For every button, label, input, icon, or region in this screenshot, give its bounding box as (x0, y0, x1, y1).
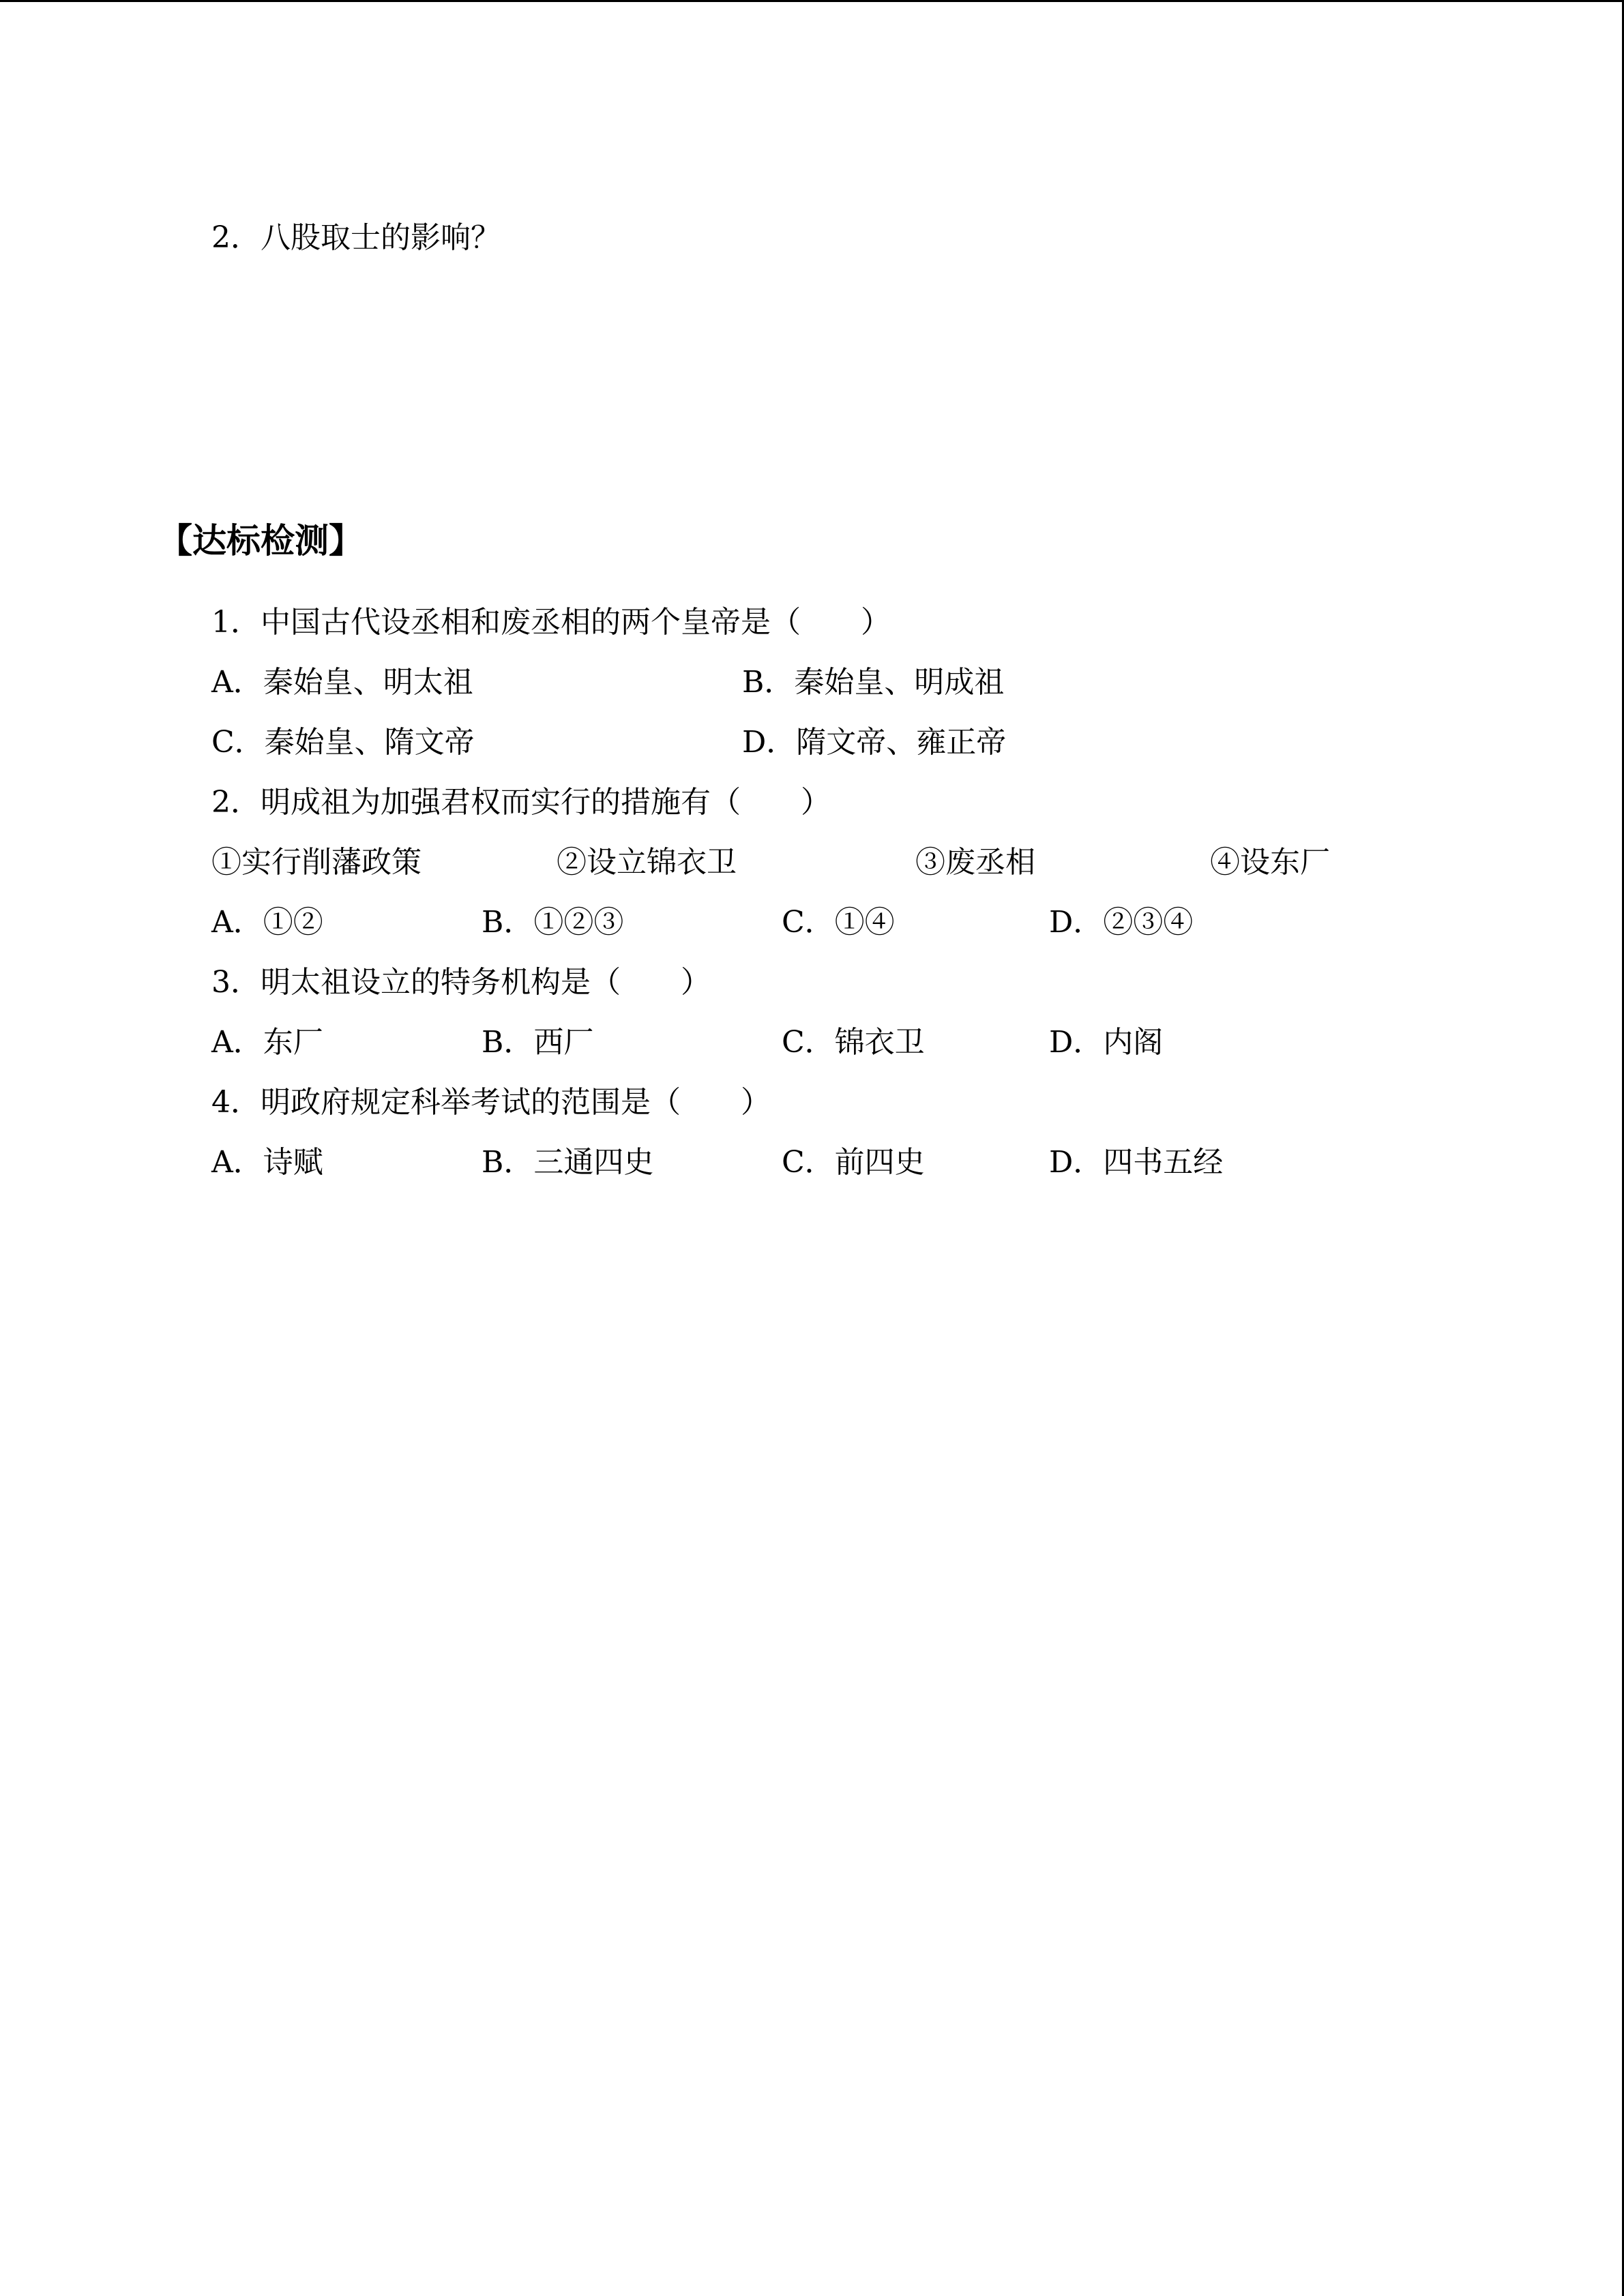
option-a: A．东厂 (211, 1025, 323, 1060)
item-1: ①实行削藩政策 (211, 845, 422, 880)
option-a: A．①② (211, 905, 323, 940)
option-c: C．①④ (782, 905, 895, 940)
option-d: D．四书五经 (1049, 1145, 1224, 1180)
question-stem: 3．明太祖设立的特务机构是（ ） (211, 965, 711, 1000)
option-c: C．锦衣卫 (782, 1025, 925, 1060)
option-b: B．①②③ (482, 905, 624, 940)
option-c: C．前四史 (782, 1145, 925, 1180)
item-4: ④设东厂 (1210, 845, 1330, 880)
option-b: B．西厂 (482, 1025, 594, 1060)
option-b: B．三通四史 (482, 1145, 654, 1180)
option-b: B．秦始皇、明成祖 (742, 665, 1005, 700)
option-c: C．秦始皇、隋文帝 (211, 725, 475, 760)
prior-question: 2．八股取士的影响？ (211, 220, 501, 255)
option-d: D．②③④ (1049, 905, 1194, 940)
question-stem: 4．明政府规定科举考试的范围是（ ） (211, 1085, 771, 1120)
option-a: A．诗赋 (211, 1145, 323, 1180)
item-2: ②设立锦衣卫 (557, 845, 737, 880)
option-a: A．秦始皇、明太祖 (211, 665, 473, 700)
option-d: D．内阁 (1049, 1025, 1164, 1060)
item-3: ③废丞相 (915, 845, 1035, 880)
question-stem: 1．中国古代设丞相和废丞相的两个皇帝是（ ） (211, 605, 891, 640)
option-d: D．隋文帝、雍正帝 (742, 725, 1007, 760)
question-stem: 2．明成祖为加强君权而实行的措施有（ ） (211, 785, 831, 820)
section-title: 【达标检测】 (158, 520, 363, 561)
